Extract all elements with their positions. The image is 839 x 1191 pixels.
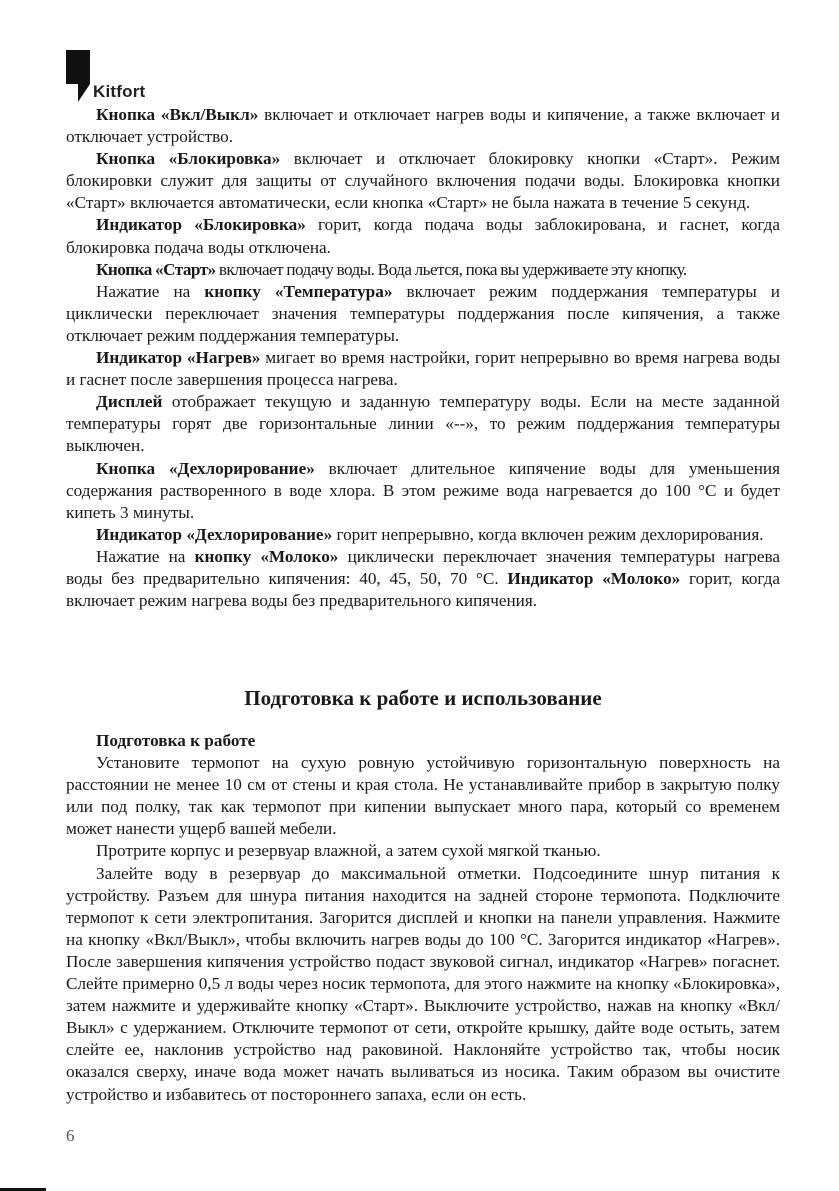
control-prefix: Нажатие на	[96, 546, 195, 566]
control-paragraph	[66, 524, 780, 546]
body-paragraph: Установите термопот на сухую ровную устойчивую горизонтальную поверхность на расстоянии не менее 10 см от стены и края стола. Не устанавливайте прибор в закрытую полку или под полку, так как термопот при кипении выпускает много пара, который со временем может нанести ущерб вашей мебели.	[66, 753, 780, 839]
brand-logo	[66, 50, 145, 102]
control-prefix: Нажатие на	[96, 281, 205, 301]
control-term: кнопку «Молоко»	[194, 546, 339, 566]
control-paragraph	[66, 546, 780, 612]
control-paragraph	[66, 214, 780, 258]
control-text: мигает во время настройки, горит непрерывно во время нагрева воды и гаснет после завершения процесса нагрева.	[66, 348, 780, 390]
control-text: горит, когда включает режим нагрева воды без предварительного кипячения.	[66, 568, 780, 611]
kitfort-logo-icon	[66, 50, 90, 102]
control-paragraph	[66, 458, 780, 524]
body-paragraph: Протрите корпус и резервуар влажной, а затем сухой мягкой тканью.	[96, 841, 601, 861]
page-number: 6	[66, 1126, 75, 1145]
control-term: Кнопка «Старт»	[96, 259, 216, 279]
control-paragraph	[66, 347, 780, 391]
control-text: включает и отключает блокировку кнопки «Старт». Режим блокировки служит для защиты от случайного включения подачи воды. Блокировка кнопки «Старт» включается автоматически, если кнопка «Старт» не была нажата в течение 5 секунд.	[66, 149, 780, 213]
control-term: Индикатор «Дехлорирование»	[96, 524, 333, 544]
preparation-section	[66, 730, 780, 1106]
body-paragraph: Залейте воду в резервуар до максимальной отметки. Подсоедините шнур питания к устройству. Разъем для шнура питания находится на задней стороне термопота. Подключите термопот к сети электропитания. Загорится дисплей и кнопки на панели управления. Нажмите на кнопку «Вкл/Выкл», чтобы включить нагрев воды до 100 °С. Загорится индикатор «Нагрев». После завершения кипячения устройство подаст звуковой сигнал, индикатор «Нагрев» погаснет. Слейте примерно 0,5 л воды через носик термопота, для этого нажмите на кнопку «Блокировка», затем нажмите и удерживайте кнопку «Старт». Выключите устройство, нажав на кнопку «Вкл/Выкл» с удержанием. Отключите термопот от сети, откройте крышку, дайте воде остыть, затем слейте ее, наклонив устройство над раковиной. Наклоняйте устройство так, чтобы носик оказался сверху, иначе вода может начать выливаться из носика. Таким образом вы очистите устройство и избавитесь от постороннего запаха, если он есть.	[66, 863, 780, 1104]
control-paragraph	[66, 148, 780, 214]
control-paragraph	[66, 281, 780, 347]
control-paragraph	[66, 104, 780, 148]
subsection-title: Подготовка к работе	[96, 731, 256, 750]
control-text: циклически переключает значения температуры нагрева воды без предварительно кипячения: 40, 45, 50, 70 °С.	[66, 546, 780, 588]
control-paragraph	[66, 391, 780, 457]
control-text: включает длительное кипячение воды для уменьшения содержания растворенного в воде хлора. В этом режиме вода нагревается до 100 °С и будет кипеть 3 минуты.	[66, 458, 780, 522]
section-title: Подготовка к работе и использование	[244, 686, 602, 710]
control-term: Индикатор «Блокировка»	[96, 215, 306, 235]
control-text: включает подачу воды. Вода льется, пока вы удерживаете эту кнопку.	[215, 259, 687, 279]
control-term: Кнопка «Блокировка»	[96, 149, 281, 169]
control-term: Кнопка «Дехлорирование»	[96, 458, 315, 478]
control-text: отображает текущую и заданную температуру воды. Если на месте заданной температуры горят две горизонтальные линии «--», то режим поддержания температуры выключен.	[66, 392, 780, 456]
control-term: Индикатор «Нагрев»	[96, 348, 261, 368]
control-text: горит непрерывно, когда включен режим дехлорирования.	[332, 524, 764, 544]
control-paragraph	[66, 259, 780, 281]
control-term: Индикатор «Молоко»	[507, 568, 681, 588]
control-text: включает режим поддержания температуры и циклически переключает значения температуры поддержания после кипячения, а также отключает режим поддержания температуры.	[66, 281, 781, 345]
controls-description	[66, 104, 780, 612]
brand-name: Kitfort	[93, 82, 146, 101]
control-term: кнопку «Температура»	[204, 281, 393, 301]
control-term: Дисплей	[96, 392, 163, 412]
control-text: включает и отключает нагрев воды и кипячение, а также включает и отключает устройство.	[66, 105, 780, 147]
control-text: горит, когда подача воды заблокирована, и гаснет, когда блокировка подача воды отключена.	[66, 215, 780, 257]
control-term: Кнопка «Вкл/Выкл»	[96, 105, 259, 124]
